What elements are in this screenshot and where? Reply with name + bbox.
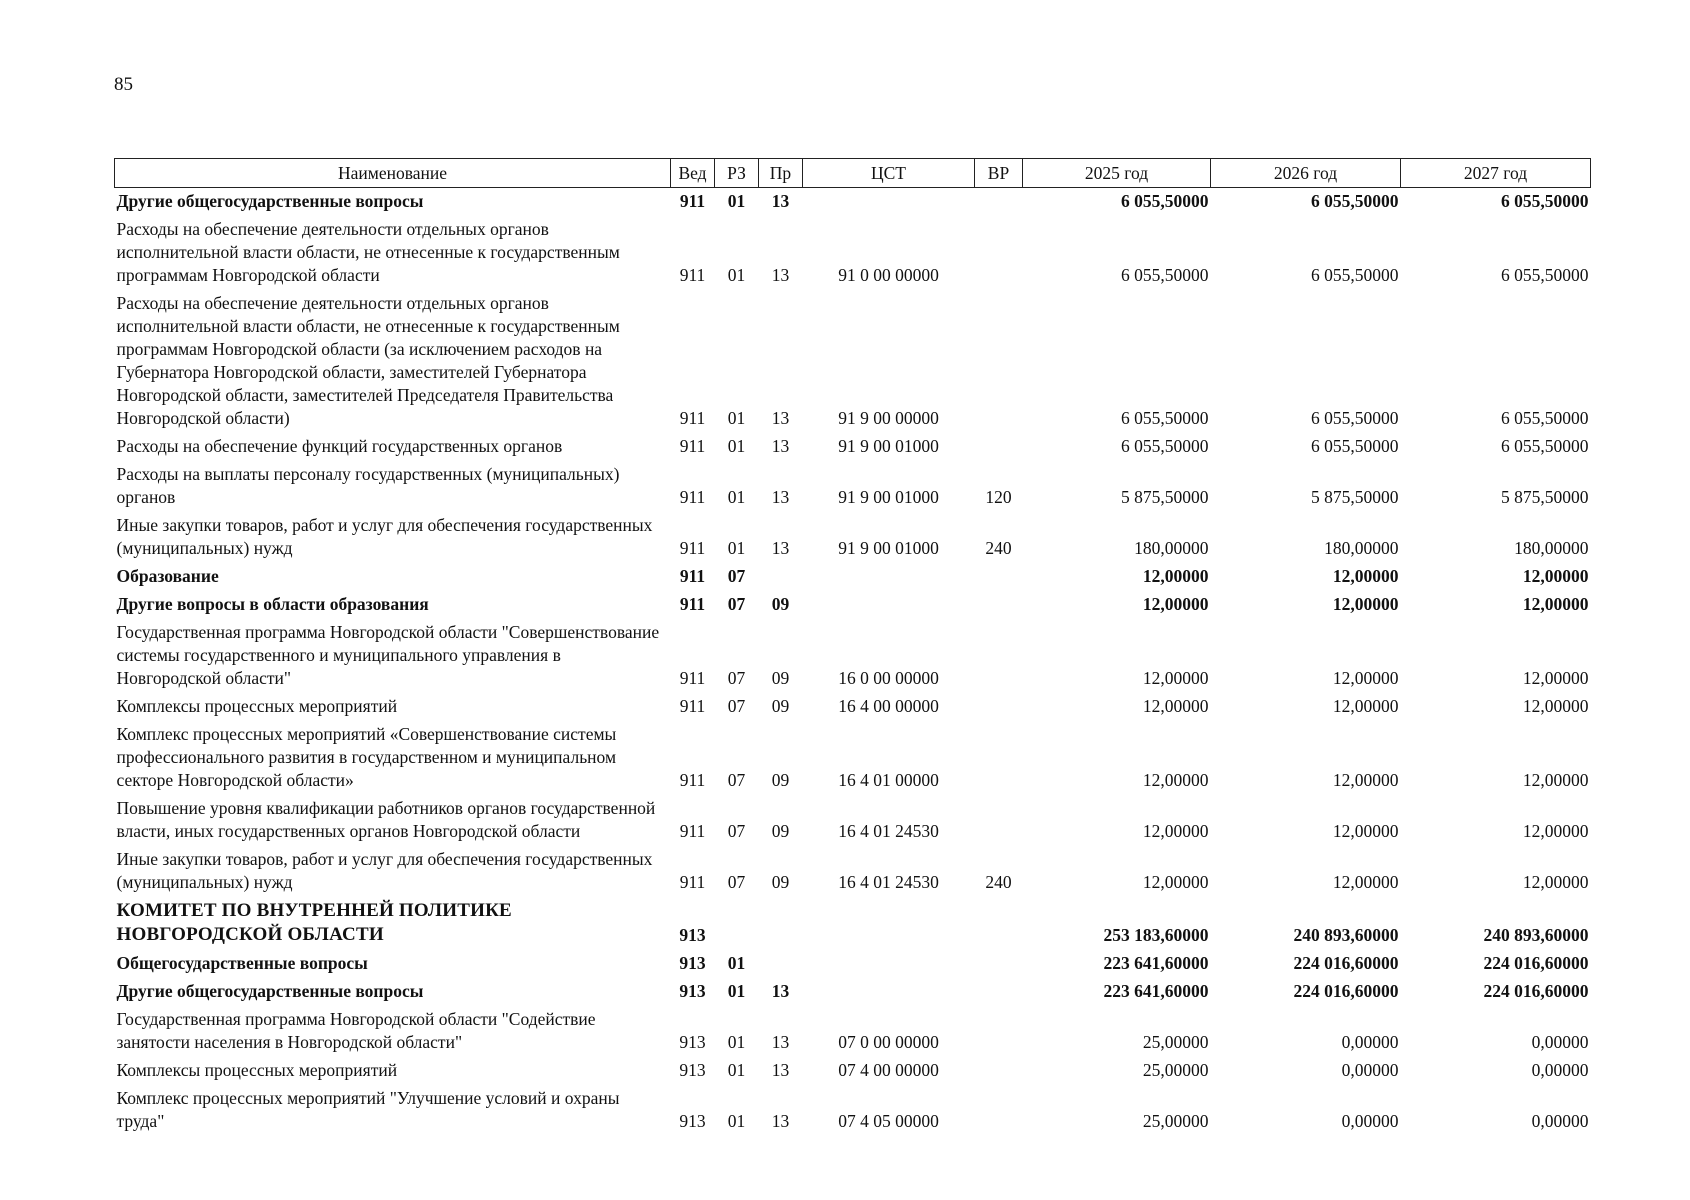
cell-ved: 911 [679, 538, 706, 558]
cell-2027: 12,00000 [1522, 821, 1589, 841]
cell-cst [803, 591, 975, 619]
cell-2027: 0,00000 [1531, 1060, 1589, 1080]
cell-cst: 07 0 00 00000 [838, 1032, 939, 1052]
cell-cst [803, 563, 975, 591]
cell-ved: 911 [679, 487, 706, 507]
cell-ved: 911 [679, 770, 706, 790]
header-2025: 2025 год [1023, 159, 1211, 188]
cell-2027: 12,00000 [1522, 668, 1589, 688]
cell-cst: 16 4 00 00000 [838, 696, 939, 716]
cell-2025: 5 875,50000 [1121, 487, 1209, 507]
cell-pr: 13 [771, 1032, 790, 1052]
cell-rz: 07 [727, 696, 746, 716]
cell-2027: 6 055,50000 [1501, 265, 1589, 285]
cell-rz: 07 [727, 668, 746, 688]
cell-2027: 224 016,60000 [1483, 981, 1589, 1001]
cell-pr: 13 [771, 265, 790, 285]
cell-name: Иные закупки товаров, работ и услуг для обеспечения государственных (муниципальных) нужд [116, 515, 653, 558]
cell-2027: 6 055,50000 [1501, 408, 1589, 428]
cell-name: Повышение уровня квалификации работников органов государственной власти, иных государственных органов Новгородской области [116, 798, 656, 841]
cell-vr [975, 290, 1023, 433]
cell-name: Другие вопросы в области образования [116, 594, 429, 614]
cell-ved: 911 [679, 265, 706, 285]
cell-2025: 12,00000 [1142, 696, 1209, 716]
cell-pr: 13 [771, 1060, 790, 1080]
cell-2027: 12,00000 [1522, 872, 1589, 892]
cell-rz: 07 [727, 594, 746, 614]
cell-cst: 91 9 00 01000 [838, 436, 939, 456]
cell-2025: 223 641,60000 [1103, 953, 1209, 973]
cell-2025: 6 055,50000 [1121, 265, 1209, 285]
cell-pr [759, 563, 803, 591]
cell-pr: 13 [771, 981, 790, 1001]
cell-ved: 913 [679, 1060, 706, 1080]
cell-name: Комплексы процессных мероприятий [116, 696, 398, 716]
cell-ved: 911 [679, 408, 706, 428]
cell-vr [975, 188, 1023, 217]
cell-vr: 240 [985, 538, 1012, 558]
cell-2026: 12,00000 [1332, 696, 1399, 716]
table-header-row [115, 159, 1591, 188]
cell-rz: 01 [727, 265, 746, 285]
table-row [115, 950, 1591, 978]
header-2027: 2027 год [1401, 159, 1591, 188]
cell-ved: 911 [679, 191, 706, 211]
cell-cst: 07 4 00 00000 [838, 1060, 939, 1080]
table-row [115, 512, 1591, 563]
cell-2027: 5 875,50000 [1501, 487, 1589, 507]
cell-2026: 12,00000 [1332, 594, 1399, 614]
cell-pr: 13 [771, 408, 790, 428]
table-row [115, 978, 1591, 1006]
cell-2025: 12,00000 [1142, 821, 1209, 841]
cell-2025: 12,00000 [1142, 566, 1209, 586]
cell-2025: 253 183,60000 [1103, 925, 1209, 945]
cell-2025: 25,00000 [1142, 1111, 1209, 1131]
cell-2027: 6 055,50000 [1501, 191, 1589, 211]
cell-2026: 240 893,60000 [1293, 925, 1399, 945]
cell-2026: 0,00000 [1341, 1032, 1399, 1052]
cell-name: Другие общегосударственные вопросы [116, 981, 424, 1001]
cell-name: Расходы на выплаты персоналу государственных (муниципальных) органов [116, 464, 620, 507]
header-vr: ВР [975, 159, 1023, 188]
cell-vr [975, 950, 1023, 978]
cell-name: Комплексы процессных мероприятий [116, 1060, 398, 1080]
table-row [115, 795, 1591, 846]
header-2026: 2026 год [1211, 159, 1401, 188]
cell-2025: 12,00000 [1142, 770, 1209, 790]
cell-name: Общегосударственные вопросы [116, 953, 368, 973]
cell-2027: 224 016,60000 [1483, 953, 1589, 973]
cell-cst: 16 4 01 24530 [838, 821, 939, 841]
cell-vr: 120 [985, 487, 1012, 507]
header-ved: Вед [671, 159, 715, 188]
cell-2025: 6 055,50000 [1121, 436, 1209, 456]
cell-cst: 91 0 00 00000 [838, 265, 939, 285]
cell-name: Государственная программа Новгородской области "Совершенствование системы государственного и муниципального управления в Новгородской области" [116, 622, 660, 688]
cell-cst: 91 9 00 01000 [838, 487, 939, 507]
cell-2025: 223 641,60000 [1103, 981, 1209, 1001]
cell-2026: 6 055,50000 [1311, 436, 1399, 456]
cell-cst: 07 4 05 00000 [838, 1111, 939, 1131]
cell-2025: 12,00000 [1142, 872, 1209, 892]
cell-pr: 09 [771, 594, 790, 614]
cell-rz: 01 [727, 1060, 746, 1080]
cell-name: Комплекс процессных мероприятий "Улучшение условий и охраны труда" [116, 1088, 620, 1131]
cell-pr: 13 [771, 538, 790, 558]
cell-rz: 01 [727, 1111, 746, 1131]
table-row [115, 216, 1591, 290]
page-number: 85 [114, 74, 133, 95]
cell-cst [803, 897, 975, 950]
cell-2027: 240 893,60000 [1483, 925, 1589, 945]
cell-2026: 12,00000 [1332, 872, 1399, 892]
cell-2026: 180,00000 [1324, 538, 1399, 558]
table-row [115, 290, 1591, 433]
budget-table [114, 158, 1591, 1136]
cell-ved: 911 [679, 872, 706, 892]
table-row [115, 591, 1591, 619]
cell-2025: 6 055,50000 [1121, 408, 1209, 428]
cell-vr [975, 978, 1023, 1006]
cell-pr: 13 [771, 1111, 790, 1131]
table-row [115, 846, 1591, 897]
cell-rz [715, 897, 759, 950]
cell-2026: 5 875,50000 [1311, 487, 1399, 507]
cell-name: Государственная программа Новгородской области "Содействие занятости населения в Новгородской области" [116, 1009, 596, 1052]
cell-2026: 6 055,50000 [1311, 265, 1399, 285]
table-row [115, 1006, 1591, 1057]
cell-2025: 12,00000 [1142, 594, 1209, 614]
header-rz: РЗ [715, 159, 759, 188]
cell-vr [975, 897, 1023, 950]
cell-vr [975, 1006, 1023, 1057]
cell-cst: 91 9 00 00000 [838, 408, 939, 428]
cell-2027: 6 055,50000 [1501, 436, 1589, 456]
cell-vr [975, 216, 1023, 290]
table-row [115, 1085, 1591, 1136]
cell-2026: 224 016,60000 [1293, 981, 1399, 1001]
cell-2025: 12,00000 [1142, 668, 1209, 688]
cell-vr [975, 721, 1023, 795]
cell-2027: 0,00000 [1531, 1111, 1589, 1131]
cell-2026: 6 055,50000 [1311, 408, 1399, 428]
cell-rz: 01 [727, 191, 746, 211]
table-row [115, 433, 1591, 461]
cell-pr: 09 [771, 668, 790, 688]
cell-rz: 07 [727, 566, 746, 586]
cell-ved: 911 [679, 668, 706, 688]
cell-cst: 16 4 01 00000 [838, 770, 939, 790]
table-row [115, 461, 1591, 512]
cell-2026: 0,00000 [1341, 1111, 1399, 1131]
cell-pr: 09 [771, 770, 790, 790]
cell-pr [759, 950, 803, 978]
cell-rz: 01 [727, 538, 746, 558]
cell-2027: 12,00000 [1522, 696, 1589, 716]
table-row [115, 693, 1591, 721]
cell-vr [975, 619, 1023, 693]
cell-rz: 01 [727, 1032, 746, 1052]
cell-pr: 09 [771, 872, 790, 892]
table-row [115, 188, 1591, 217]
cell-2025: 25,00000 [1142, 1032, 1209, 1052]
table-row [115, 1057, 1591, 1085]
cell-rz: 07 [727, 770, 746, 790]
cell-vr [975, 433, 1023, 461]
table-row [115, 563, 1591, 591]
cell-pr [759, 897, 803, 950]
cell-name: Комплекс процессных мероприятий «Совершенствование системы профессионального развития в государственном и муниципальном секторе Новгородской области» [116, 724, 617, 790]
cell-rz: 01 [727, 981, 746, 1001]
cell-vr [975, 591, 1023, 619]
cell-name: Расходы на обеспечение деятельности отдельных органов исполнительной власти области, не отнесенные к государственным программам Новгородской области (за исключением расходов на Губернатора Новгородской области, заместителей Губернатора Новгородской области, заместителей Председателя Правительства Новгородской области) [116, 293, 620, 428]
cell-rz: 01 [727, 436, 746, 456]
cell-pr: 13 [771, 191, 790, 211]
cell-rz: 01 [727, 487, 746, 507]
header-cst: ЦСТ [803, 159, 975, 188]
cell-ved: 911 [679, 821, 706, 841]
cell-2027: 0,00000 [1531, 1032, 1589, 1052]
cell-2025: 25,00000 [1142, 1060, 1209, 1080]
cell-cst: 16 0 00 00000 [838, 668, 939, 688]
cell-ved: 913 [679, 981, 706, 1001]
cell-2026: 12,00000 [1332, 566, 1399, 586]
cell-cst [803, 188, 975, 217]
cell-2027: 180,00000 [1514, 538, 1589, 558]
cell-vr [975, 563, 1023, 591]
cell-2025: 6 055,50000 [1121, 191, 1209, 211]
cell-vr [975, 795, 1023, 846]
cell-ved: 913 [679, 1032, 706, 1052]
table-row [115, 619, 1591, 693]
cell-2026: 0,00000 [1341, 1060, 1399, 1080]
cell-ved: 911 [679, 566, 706, 586]
cell-pr: 09 [771, 821, 790, 841]
cell-pr: 13 [771, 436, 790, 456]
cell-name: Расходы на обеспечение функций государственных органов [116, 436, 563, 456]
cell-2027: 12,00000 [1522, 594, 1589, 614]
cell-cst [803, 978, 975, 1006]
cell-vr [975, 693, 1023, 721]
table-row [115, 721, 1591, 795]
cell-ved: 911 [679, 696, 706, 716]
cell-2026: 6 055,50000 [1311, 191, 1399, 211]
cell-2026: 12,00000 [1332, 668, 1399, 688]
cell-name: Образование [116, 566, 219, 586]
cell-vr: 240 [985, 872, 1012, 892]
cell-rz: 07 [727, 872, 746, 892]
header-pr: Пр [759, 159, 803, 188]
cell-pr: 09 [771, 696, 790, 716]
cell-name: Расходы на обеспечение деятельности отдельных органов исполнительной власти области, не отнесенные к государственным программам Новгородской области [116, 219, 620, 285]
header-name: Наименование [115, 159, 671, 188]
cell-vr [975, 1085, 1023, 1136]
cell-2026: 12,00000 [1332, 821, 1399, 841]
cell-rz: 01 [727, 408, 746, 428]
cell-ved: 913 [679, 953, 706, 973]
cell-ved: 911 [679, 594, 706, 614]
cell-name: Иные закупки товаров, работ и услуг для обеспечения государственных (муниципальных) нужд [116, 849, 653, 892]
cell-pr: 13 [771, 487, 790, 507]
cell-2026: 224 016,60000 [1293, 953, 1399, 973]
cell-ved: 913 [679, 1111, 706, 1131]
cell-2027: 12,00000 [1522, 770, 1589, 790]
cell-rz: 07 [727, 821, 746, 841]
cell-vr [975, 1057, 1023, 1085]
cell-cst [803, 950, 975, 978]
cell-2027: 12,00000 [1522, 566, 1589, 586]
table-row [115, 897, 1591, 950]
cell-cst: 91 9 00 01000 [838, 538, 939, 558]
cell-cst: 16 4 01 24530 [838, 872, 939, 892]
cell-2025: 180,00000 [1134, 538, 1209, 558]
cell-name: КОМИТЕТ ПО ВНУТРЕННЕЙ ПОЛИТИКЕ НОВГОРОДСКОЙ ОБЛАСТИ [116, 900, 512, 945]
cell-name: Другие общегосударственные вопросы [116, 191, 424, 211]
cell-ved: 913 [679, 925, 706, 945]
cell-ved: 911 [679, 436, 706, 456]
cell-2026: 12,00000 [1332, 770, 1399, 790]
cell-rz: 01 [727, 953, 746, 973]
